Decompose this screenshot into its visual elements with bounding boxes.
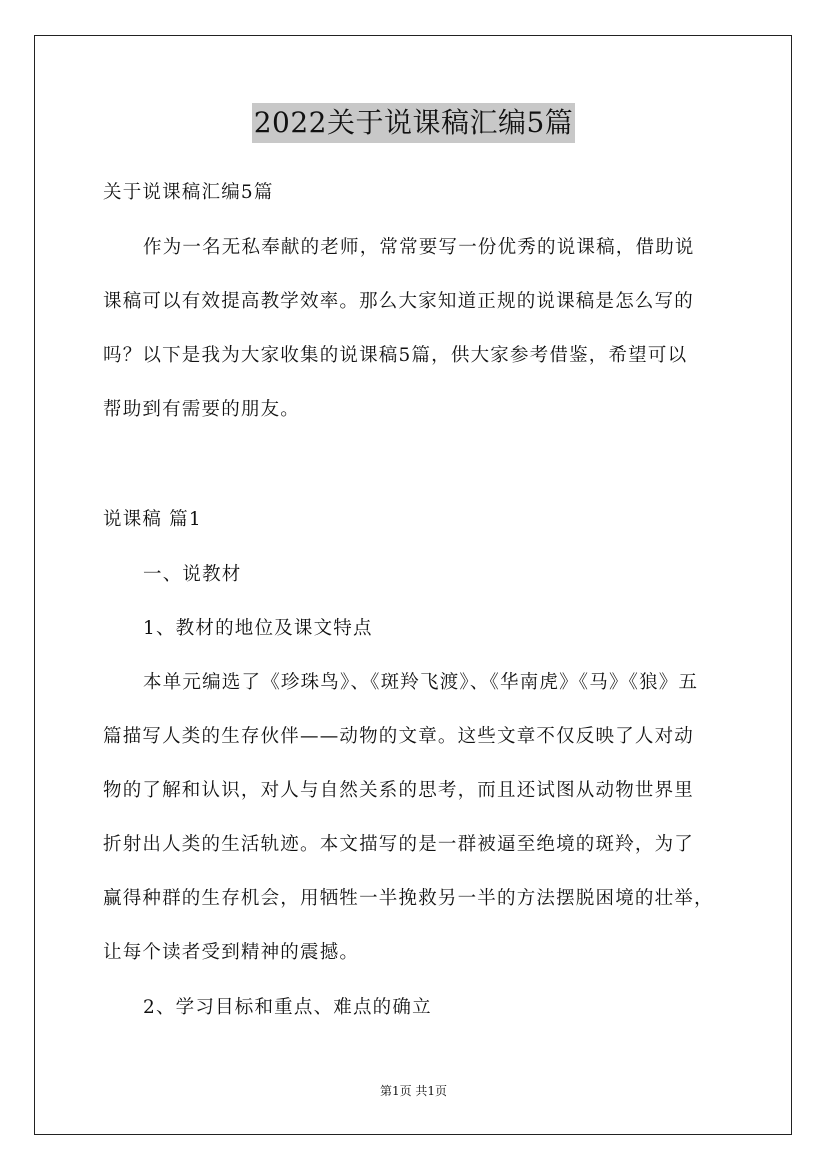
body-line-6: 让每个读者受到精神的震撼。 xyxy=(103,942,360,963)
section-heading: 说课稿 篇1 xyxy=(103,509,202,530)
body-line-2: 篇描写人类的生存伙伴——动物的文章。这些文章不仅反映了人对动 xyxy=(103,726,695,747)
page-footer: 第1页 共1页 xyxy=(379,1084,448,1098)
body-line-3: 物的了解和认识，对人与自然关系的思考，而且还试图从动物世界里 xyxy=(103,780,695,801)
document-title: 2022关于说课稿汇编5篇 xyxy=(252,103,576,143)
heading-level-2-second: 2、学习目标和重点、难点的确立 xyxy=(143,997,432,1018)
intro-line-4: 帮助到有需要的朋友。 xyxy=(103,399,301,420)
body-line-1: 本单元编选了《珍珠鸟》、《斑羚飞渡》、《华南虎》《马》《狼》五 xyxy=(143,672,699,693)
document-subtitle: 关于说课稿汇编5篇 xyxy=(103,182,274,203)
heading-level-2-first: 1、教材的地位及课文特点 xyxy=(143,618,373,639)
intro-line-3: 吗？以下是我为大家收集的说课稿5篇，供大家参考借鉴，希望可以 xyxy=(103,345,688,366)
intro-line-1: 作为一名无私奉献的老师，常常要写一份优秀的说课稿，借助说 xyxy=(143,237,695,258)
title-container xyxy=(0,103,827,143)
body-line-5: 赢得种群的生存机会，用牺牲一半挽救另一半的方法摆脱困境的壮举， xyxy=(103,888,714,909)
intro-line-2: 课稿可以有效提高教学效率。那么大家知道正规的说课稿是怎么写的 xyxy=(103,291,695,312)
body-line-4: 折射出人类的生活轨迹。本文描写的是一群被逼至绝境的斑羚，为了 xyxy=(103,834,695,855)
heading-level-1: 一、说教材 xyxy=(143,564,242,585)
